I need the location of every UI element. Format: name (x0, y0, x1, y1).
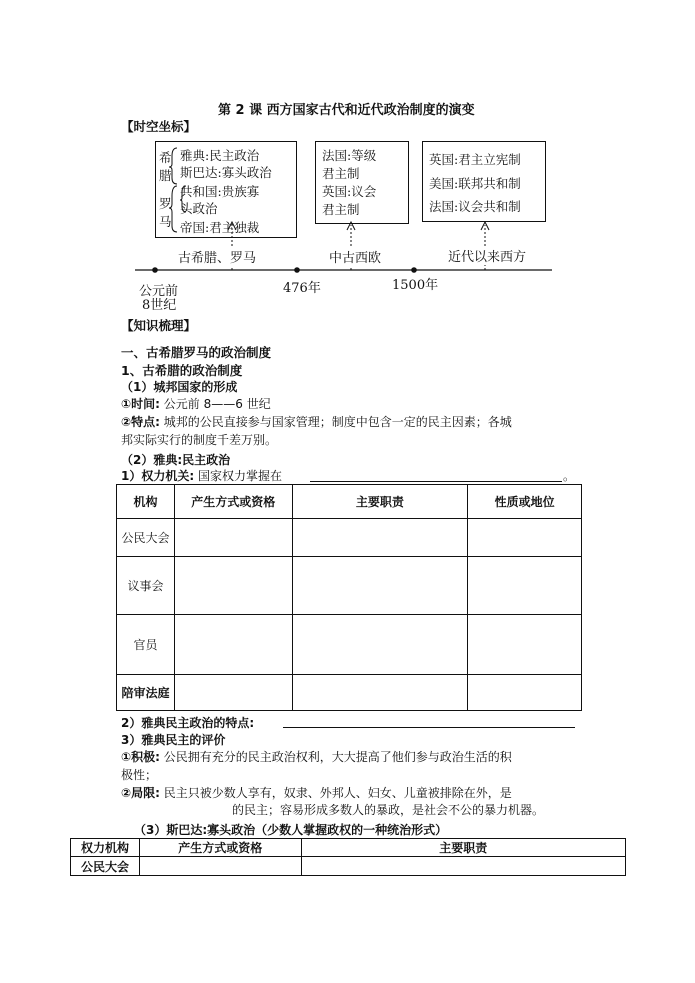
positive-label: ①积极: (121, 750, 160, 764)
era-label: 中古西欧 (327, 247, 383, 266)
box1-line: 雅典:民主政治 (180, 148, 260, 163)
box3-line: 法国:议会共和制 (429, 199, 521, 214)
table-cell[interactable] (292, 675, 468, 711)
eval-positive (121, 748, 512, 765)
power-end: 。 (563, 469, 576, 483)
timeline-box-medieval (315, 141, 409, 224)
power-blank[interactable] (310, 481, 562, 482)
table-row-label: 议事会 (117, 557, 175, 615)
table-cell[interactable] (292, 519, 468, 557)
section-timeline-heading: 【时空坐标】 (121, 119, 197, 134)
city-state-feature (121, 413, 512, 430)
city-state-heading: （1）城邦国家的形成 (121, 380, 238, 394)
box1-line: 帝国:君主独裁 (180, 220, 260, 235)
sparta-table (70, 838, 626, 876)
box2-line: 君主制 (322, 166, 360, 181)
eval-heading: 3）雅典民主的评价 (121, 733, 226, 747)
city-state-time (121, 395, 271, 412)
label-greece-1: 希 (159, 150, 172, 165)
table-cell[interactable] (468, 519, 582, 557)
tick-label: 476年 (283, 281, 321, 296)
label-greece-2: 腊 (159, 168, 172, 183)
table-cell[interactable] (292, 557, 468, 615)
box2-line: 君主制 (322, 202, 360, 217)
label-rome-2: 马 (159, 214, 172, 229)
tick-label: 1500年 (392, 278, 439, 293)
sparta-heading: （3）斯巴达:寡头政治（少数人掌握政权的一种统治形式） (134, 823, 448, 837)
tick-label: 公元前 (139, 284, 179, 299)
eval-limit (121, 784, 512, 801)
table-row-label: 陪审法庭 (117, 675, 175, 711)
table-cell[interactable] (174, 675, 292, 711)
limit-line1: 民主只被少数人享有，奴隶、外邦人、妇女、儿童被排除在外，是 (163, 786, 512, 800)
table-header: 主要职责 (301, 839, 625, 857)
section-knowledge-heading: 【知识梳理】 (121, 318, 197, 333)
athens-feature-label: 2）雅典民主政治的特点: (121, 716, 255, 730)
box2-line: 英国:议会 (322, 184, 377, 199)
table-header: 主要职责 (292, 485, 468, 519)
feature-line1: 城邦的公民直接参与国家管理；制度中包含一定的民主因素；各城 (163, 415, 512, 429)
table-header: 产生方式或资格 (174, 485, 292, 519)
table-cell[interactable] (174, 519, 292, 557)
box1-line: 斯巴达:寡头政治 (180, 165, 272, 180)
page-title: 第 2 课 西方国家古代和近代政治制度的演变 (218, 103, 475, 118)
feature-line2: 邦实际实行的制度千差万别。 (121, 433, 278, 447)
table-cell[interactable] (174, 615, 292, 675)
table-row-label: 官员 (117, 615, 175, 675)
box1-line: 头政治 (180, 201, 218, 216)
era-label: 近代以来西方 (446, 246, 528, 265)
table-cell[interactable] (468, 675, 582, 711)
limit-label: ②局限: (121, 786, 160, 800)
feature-label: ②特点: (121, 415, 160, 429)
tick-label: 8世纪 (142, 298, 177, 313)
athens-table (116, 484, 582, 711)
power-text: 国家权力掌握在 (197, 469, 282, 483)
athens-heading: （2）雅典:民主政治 (121, 453, 231, 467)
table-header: 机构 (117, 485, 175, 519)
table-cell[interactable] (292, 615, 468, 675)
table-header: 产生方式或资格 (139, 839, 301, 857)
timeline-box-modern (422, 141, 546, 222)
sub1-heading: 1、古希腊的政治制度 (121, 363, 243, 378)
table-header: 权力机构 (71, 839, 140, 857)
power-label: 1）权力机关: (121, 469, 195, 483)
athens-power (121, 467, 282, 484)
label-rome-1: 罗 (159, 196, 172, 211)
table-row-label: 公民大会 (117, 519, 175, 557)
table-cell[interactable] (139, 857, 301, 876)
positive-line1: 公民拥有充分的民主政治权利，大大提高了他们参与政治生活的积 (163, 750, 512, 764)
era-label: 古希腊、罗马 (176, 247, 258, 266)
limit-line2: 的民主；容易形成多数人的暴政，是社会不公的暴力机器。 (232, 803, 545, 817)
part1-heading: 一、古希腊罗马的政治制度 (121, 345, 272, 360)
table-cell[interactable] (301, 857, 625, 876)
box3-line: 美国:联邦共和制 (429, 176, 521, 191)
box1-line: 共和国:贵族寡 (180, 184, 260, 199)
box2-line: 法国:等级 (322, 148, 377, 163)
box3-line: 英国:君主立宪制 (429, 152, 521, 167)
time-label: ①时间: (121, 397, 160, 411)
table-cell[interactable] (174, 557, 292, 615)
table-header: 性质或地位 (468, 485, 582, 519)
feature-blank[interactable] (283, 727, 575, 728)
table-cell[interactable] (468, 615, 582, 675)
table-row-label: 公民大会 (71, 857, 140, 876)
time-value: 公元前 8——6 世纪 (163, 397, 271, 411)
positive-line2: 极性； (121, 768, 158, 782)
table-cell[interactable] (468, 557, 582, 615)
